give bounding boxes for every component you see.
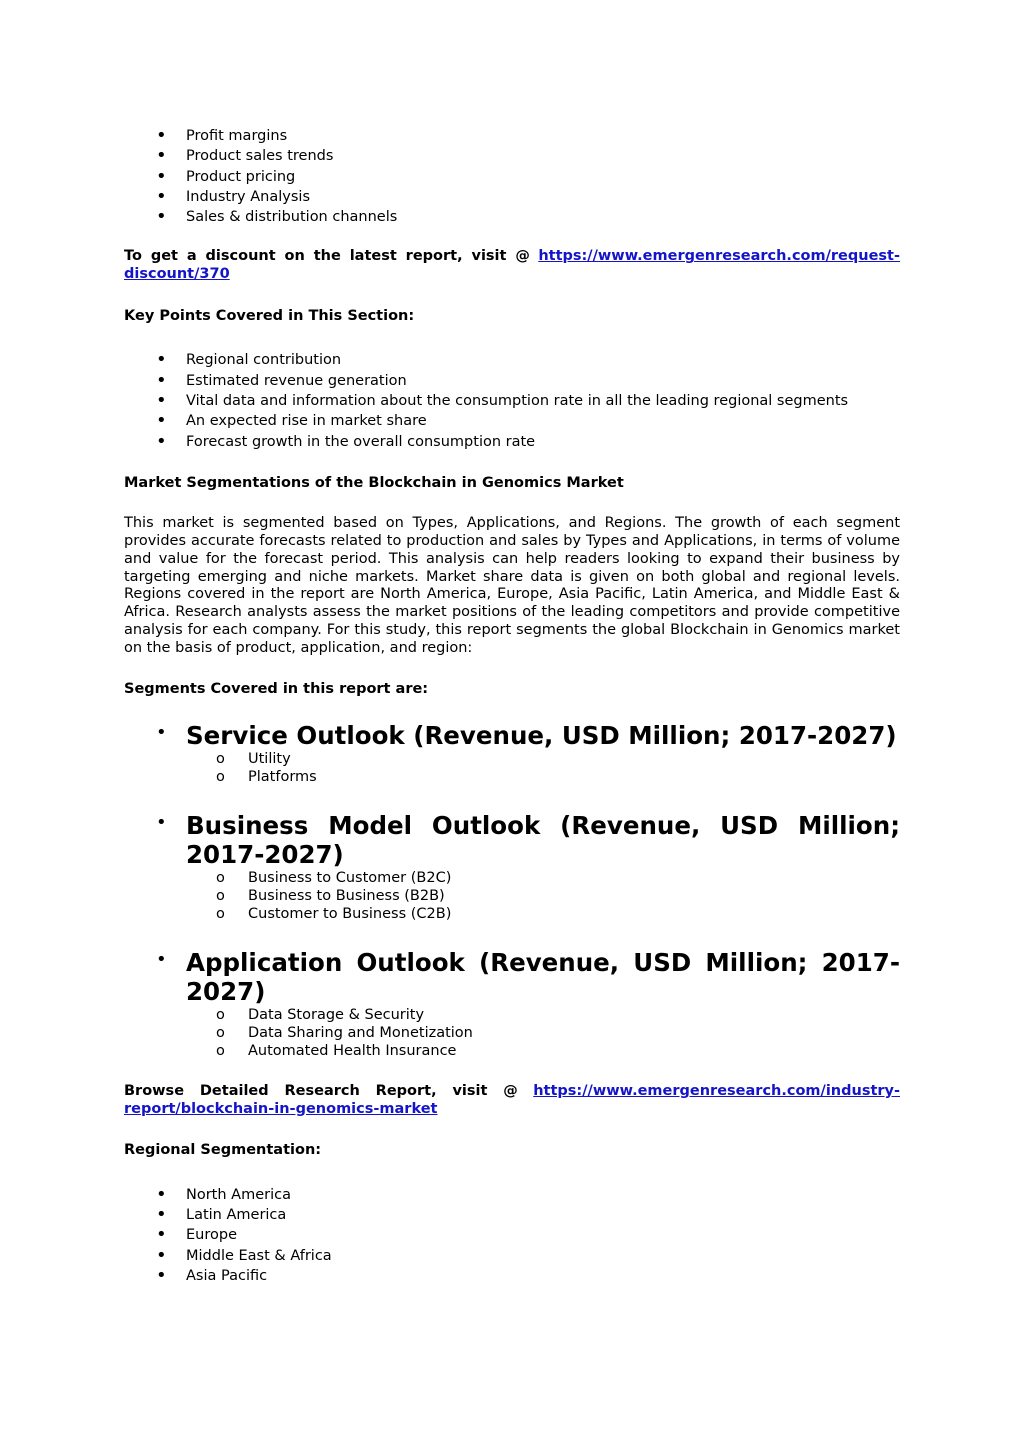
sub-list <box>186 1006 900 1060</box>
segments-heading: Segments Covered in this report are: <box>124 680 429 697</box>
browse-link[interactable]: https://www.emergenresearch.com/industry-report/blockchain-in-genomics-market <box>124 1082 901 1117</box>
list-item: • Asia Pacific <box>124 1266 900 1286</box>
segmentations-paragraph: This market is segmented based on Types, Applications, and Regions. The growth of each segment provides accurate forecasts related to production and sales by Types and Applications, in terms of volume and value for the forecast period. This analysis can help readers looking to expand their business by targeting emerging and niche markets. Market share data is given on both global and regional levels. Regions covered in the report are North America, Europe, Asia Pacific, Latin America, and Middle East & Africa. Research analysts assess the market positions of the leading competitors and provide competitive analysis for each company. For this study, this report segments the global Blockchain in Genomics market on the basis of product, application, and region: <box>124 515 900 656</box>
regional-heading: Regional Segmentation: <box>124 1142 322 1159</box>
sub-item: o Data Sharing and Monetization <box>186 1024 900 1042</box>
list-item: • Europe <box>124 1225 900 1245</box>
key-points-heading: Key Points Covered in This Section: <box>124 308 415 325</box>
list-item: • An expected rise in market share <box>124 411 900 431</box>
segmentations-heading: Market Segmentations of the Blockchain in Genomics Market <box>124 474 624 491</box>
list-item: • Profit margins <box>124 126 900 146</box>
sub-list <box>186 869 900 923</box>
segment-title: • Service Outlook (Revenue, USD Million; 2017-2027) <box>186 720 897 750</box>
segment-title: • Application Outlook (Revenue, USD Million; 2017-2027) <box>186 947 900 1006</box>
key-points-list <box>124 350 900 451</box>
segments-list <box>124 721 900 1060</box>
list-item: • Vital data and information about the consumption rate in all the leading regional segments <box>124 391 900 411</box>
browse-paragraph <box>124 1083 900 1119</box>
regions-list <box>124 1185 900 1286</box>
segment-item <box>124 721 900 786</box>
sub-item: o Utility <box>186 750 900 768</box>
list-item: • Middle East & Africa <box>124 1246 900 1266</box>
browse-label: Browse Detailed Research Report, visit @ <box>124 1082 518 1099</box>
list-item: • Latin America <box>124 1205 900 1225</box>
list-item: • Forecast growth in the overall consumption rate <box>124 432 900 452</box>
list-item: • North America <box>124 1185 900 1205</box>
discount-link[interactable]: https://www.emergenresearch.com/request-discount/370 <box>124 248 901 283</box>
list-item: • Regional contribution <box>124 350 900 370</box>
sub-item: o Business to Customer (B2C) <box>186 869 900 887</box>
segment-item <box>124 811 900 923</box>
list-item: • Estimated revenue generation <box>124 371 900 391</box>
list-item: • Product sales trends <box>124 146 900 166</box>
document-page <box>124 125 900 1286</box>
list-item: • Product pricing <box>124 167 900 187</box>
segment-item <box>124 948 900 1060</box>
sub-item: o Platforms <box>186 768 900 786</box>
features-list <box>124 126 900 227</box>
sub-item: o Data Storage & Security <box>186 1006 900 1024</box>
sub-item: o Business to Business (B2B) <box>186 887 900 905</box>
list-item: • Industry Analysis <box>124 187 900 207</box>
sub-list <box>186 750 900 786</box>
sub-item: o Customer to Business (C2B) <box>186 905 900 923</box>
segment-title: • Business Model Outlook (Revenue, USD Million; 2017-2027) <box>186 810 900 869</box>
discount-paragraph <box>124 248 900 284</box>
list-item: • Sales & distribution channels <box>124 207 900 227</box>
discount-label: To get a discount on the latest report, visit @ <box>124 248 530 265</box>
sub-item: o Automated Health Insurance <box>186 1042 900 1060</box>
